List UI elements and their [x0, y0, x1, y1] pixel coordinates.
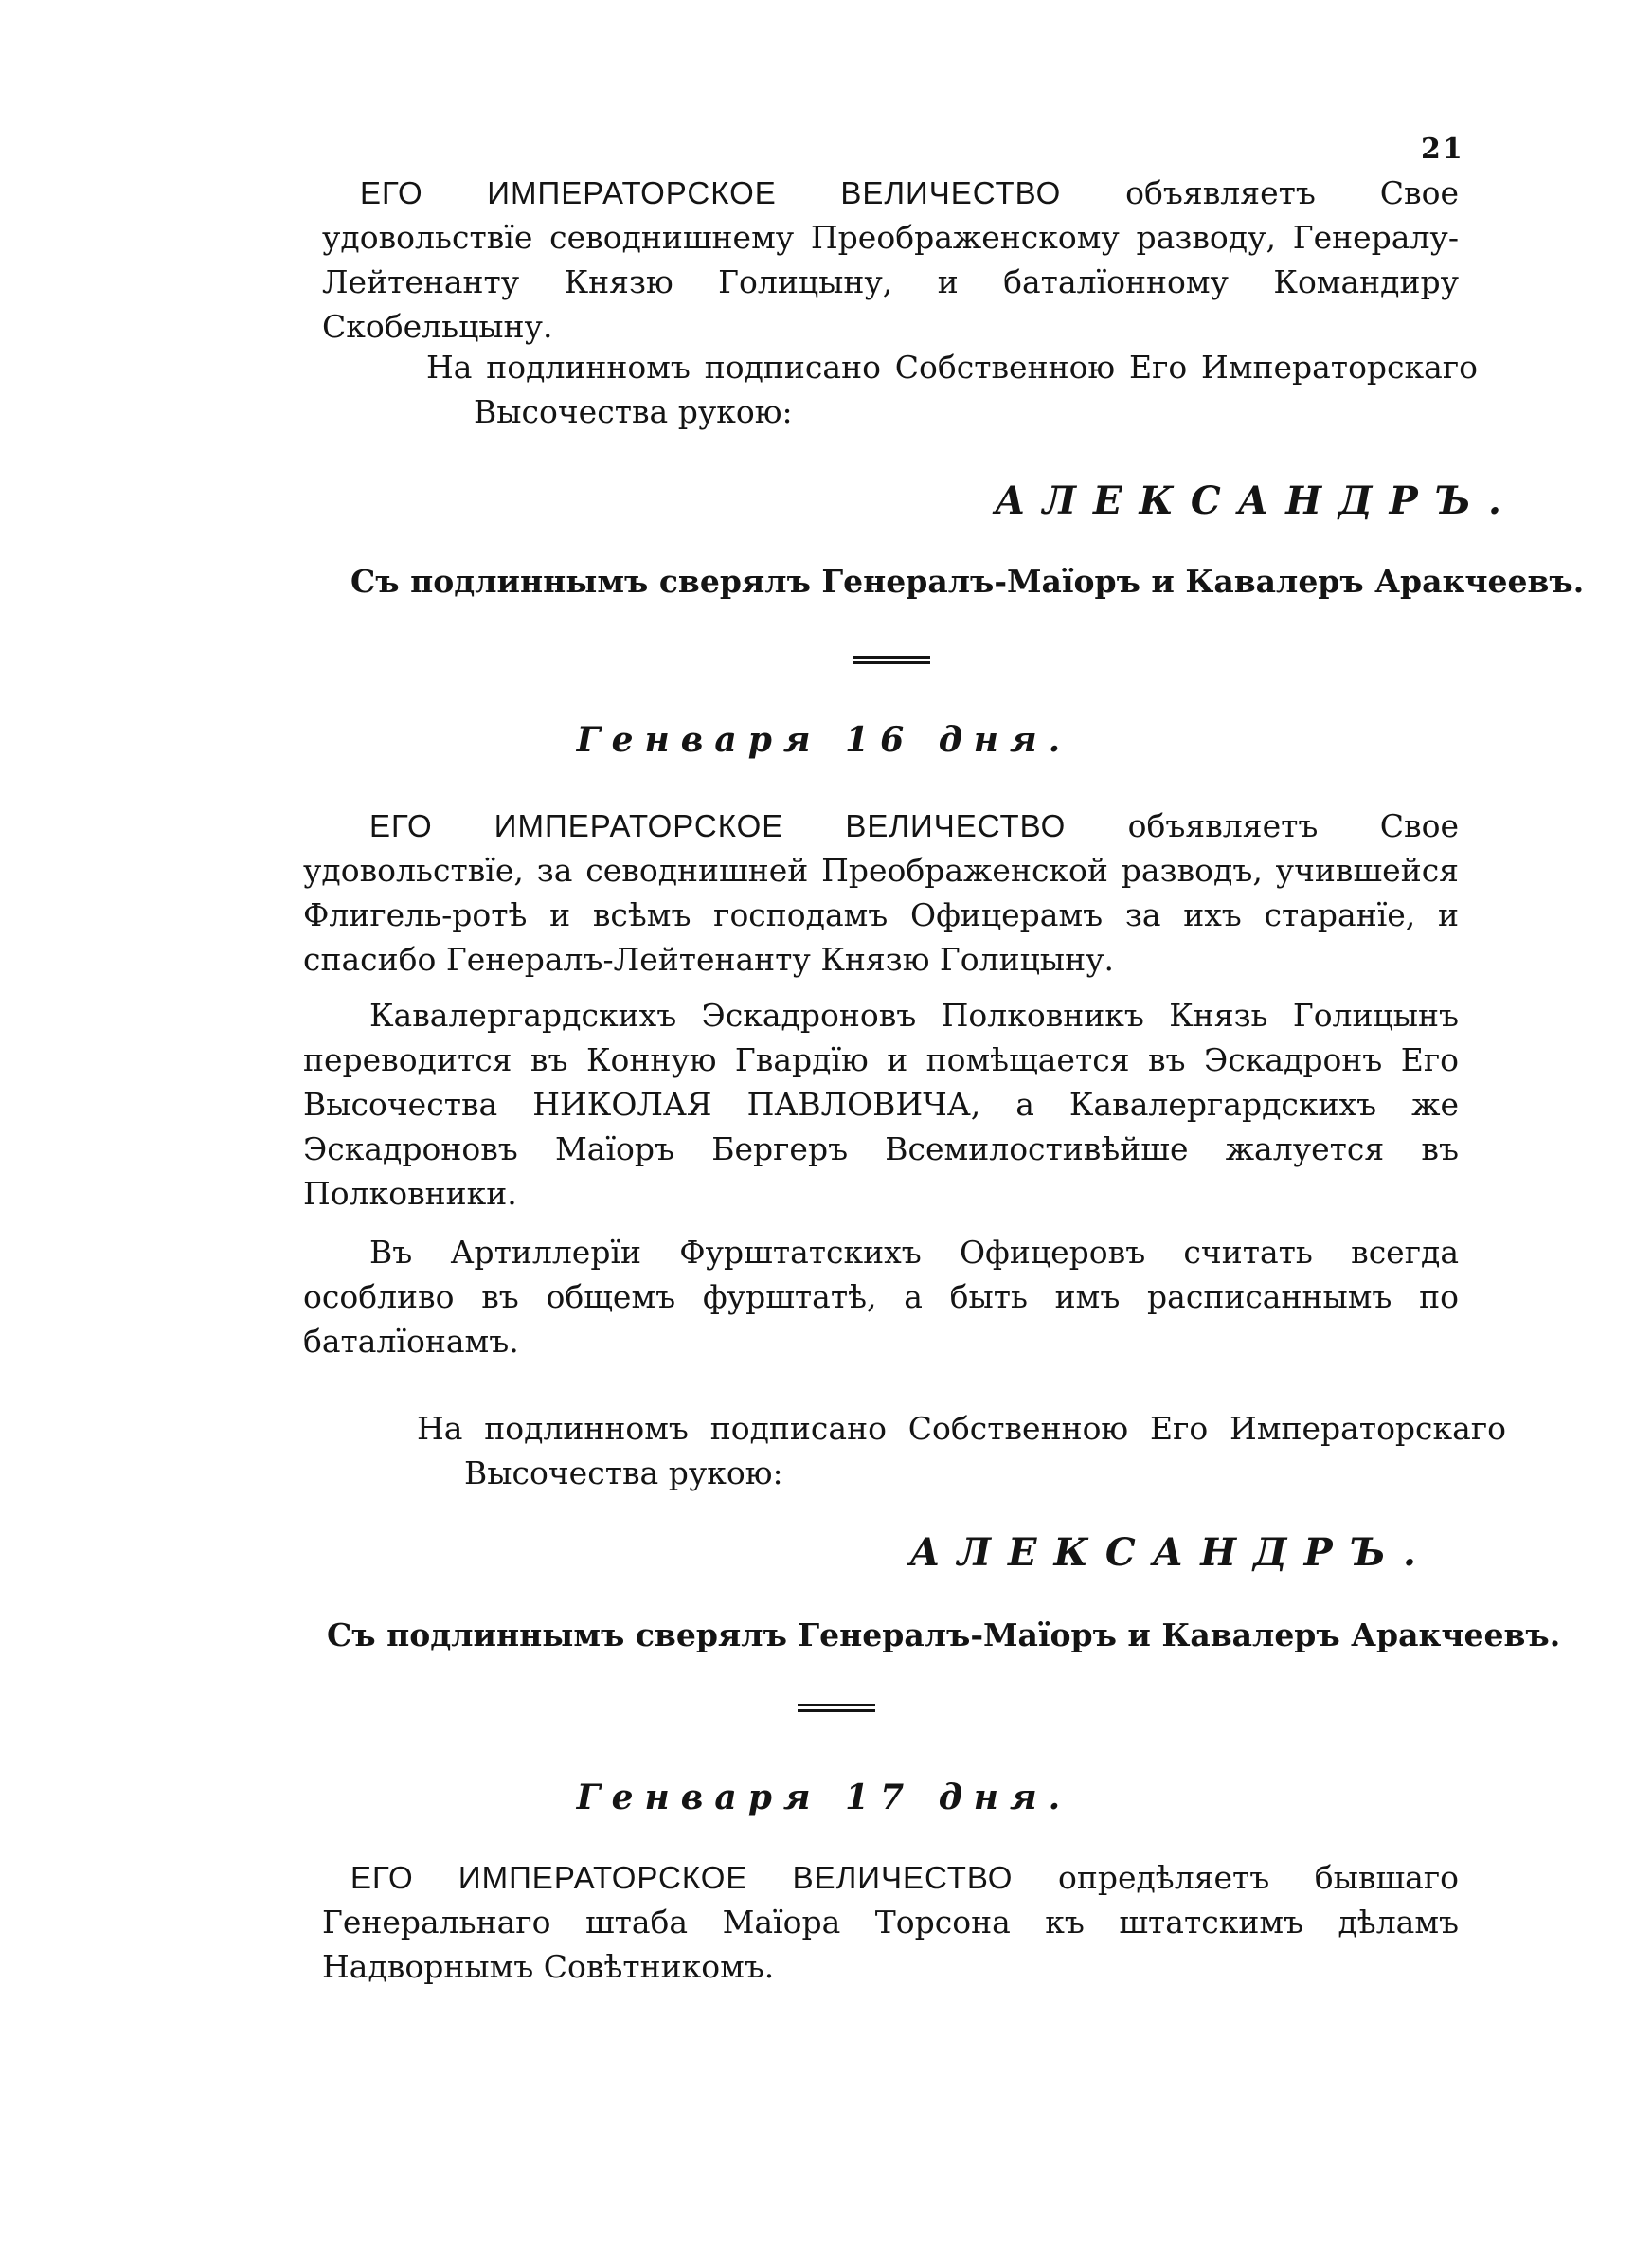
entry-2-date: Генваря 16 дня.	[576, 720, 1072, 760]
entry-3-lead: ЕГО ИМПЕРАТОРСКОЕ ВЕЛИЧЕСТВО	[350, 1860, 1014, 1895]
entry-1-signature: АЛЕКСАНДРЪ.	[995, 478, 1518, 523]
entry-1-attestation: Съ подлиннымъ сверялъ Генералъ-Маïоръ и Кавалеръ Аракчеевъ.	[350, 563, 1585, 600]
entry-2-attestation: Съ подлиннымъ сверялъ Генералъ-Маïоръ и Кавалеръ Аракчеевъ.	[327, 1616, 1561, 1653]
divider-1	[853, 656, 930, 667]
entry-3-paragraph	[322, 1855, 1459, 1989]
entry-2-paragraph-1	[303, 803, 1459, 982]
entry-1-signed-note: На подлинномъ подписано Собственною Его Императорскаго Высочества рукою:	[426, 349, 1478, 430]
divider-2	[798, 1704, 875, 1715]
entry-2-paragraph-3: Въ Артиллерïи Фурштатскихъ Офицеровъ считать всегда особливо въ общемъ фурштатѣ, а быть имъ расписаннымъ по баталïонамъ.	[303, 1234, 1459, 1360]
entry-2-signature: АЛЕКСАНДРЪ.	[909, 1530, 1433, 1575]
entry-3-text: опредѣляетъ бывшаго Генеральнаго штаба Маïора Торсона къ штатскимъ дѣламъ Надворнымъ Совѣтникомъ.	[322, 1859, 1459, 1985]
entry-1-lead: ЕГО ИМПЕРАТОРСКОЕ ВЕЛИЧЕСТВО	[360, 175, 1062, 210]
entry-3-date: Генваря 17 дня.	[576, 1778, 1072, 1817]
entry-1-text: объявляетъ Свое удовольствïе севоднишнему Преображенскому разводу, Генералу-Лейтенанту Князю Голицыну, и баталïонному Командиру Скобельцыну.	[322, 174, 1459, 345]
entry-2-p1-lead: ЕГО ИМПЕРАТОРСКОЕ ВЕЛИЧЕСТВО	[369, 808, 1067, 843]
entry-1-paragraph	[322, 171, 1459, 349]
entry-2-signed-note: На подлинномъ подписано Собственною Его Императорскаго Высочества рукою:	[417, 1410, 1506, 1491]
entry-2-p1-text: объявляетъ Свое удовольствïе, за севоднишней Преображенской разводъ, учившейся Флигель-ротѣ и всѣмъ господамъ Офицерамъ за ихъ старанïе, и спасибо Генералъ-Лейтенанту Князю Голицыну.	[303, 807, 1459, 978]
entry-2-paragraph-2: Кавалергардскихъ Эскадроновъ Полковникъ Князь Голицынъ переводится въ Конную Гвардïю и помѣщается въ Эскадронъ Его Высочества НИКОЛАЯ ПАВЛОВИЧА, а Кавалергардскихъ же Эскадроновъ Маïоръ Бергеръ Всемилостивѣйше жалуется въ Полковники.	[303, 997, 1459, 1212]
page-number: 21	[1421, 133, 1464, 166]
